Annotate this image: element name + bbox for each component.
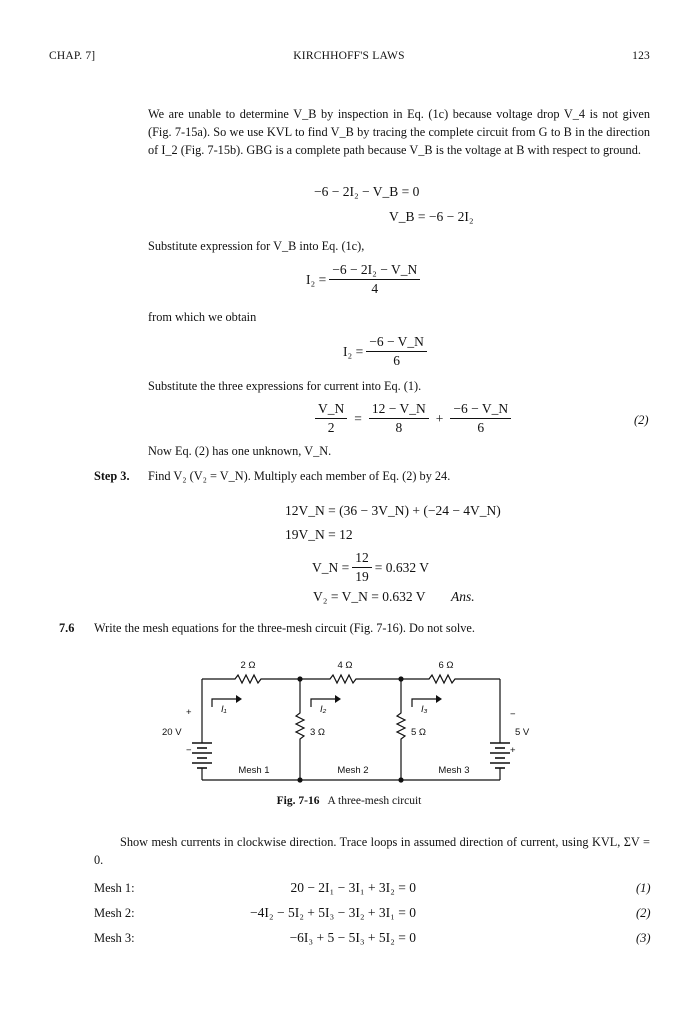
mesh3-eq-label: Mesh 3: (94, 931, 135, 945)
eq2-term1-fraction (369, 401, 429, 436)
intro-paragraph: We are unable to determine V_B by inspection in Eq. (1c) because voltage drop V_4 is not given (Fig. 7-15a). So we use KVL to find V_B by tracing the complete circuit from G to B in the direction of I_2 (Fig. 7-15b). GBG is a complete path because V_B is the voltage at B with respect to ground. (148, 107, 650, 157)
i1-label: I₁ (221, 704, 227, 715)
eq2-number: (2) (634, 413, 649, 427)
i2-equation-2 (343, 334, 430, 369)
eq2-t2-num: −6 − V_N (450, 401, 511, 419)
i2b-numerator: −6 − V_N (366, 334, 427, 352)
kvl-loop-equation: −6 − 2I₂ − V_B = 0 (314, 184, 420, 199)
answer-marker: Ans. (451, 589, 475, 604)
i2-fraction (329, 262, 420, 297)
eq2-lhs-fraction (315, 401, 347, 436)
problem-number: 7.6 (59, 621, 75, 635)
i2-equation-1 (306, 262, 423, 297)
v-left-plus: + (186, 707, 192, 718)
r-mid1-label: 3 Ω (310, 727, 326, 738)
now-eq2-text: Now Eq. (2) has one unknown, V_N. (148, 444, 332, 458)
caption-label: Fig. 7-16 (276, 795, 320, 807)
step3-label: Step 3. (94, 469, 130, 483)
s3-l3-lhs: V_N = (312, 559, 350, 575)
eq2-lhs-den: 2 (327, 420, 335, 435)
mesh2-eq-number: (2) (636, 906, 651, 920)
i3-label: I₃ (421, 704, 428, 715)
mesh2-equation: −4I₂ − 5I₂ + 5I₃ − 3I₂ + 3I₁ = 0 (250, 905, 416, 920)
running-title: KIRCHHOFF'S LAWS (293, 50, 405, 62)
v-left-label: 20 V (162, 727, 182, 738)
vb-expression: V_B = −6 − 2I₂ (389, 209, 474, 224)
r-top2-label: 4 Ω (337, 660, 353, 671)
i2-denominator: 4 (371, 281, 379, 296)
from-which-text: from which we obtain (148, 310, 257, 324)
s3-l3-den: 19 (355, 569, 369, 584)
solution-paragraph: Show mesh currents in clockwise direction. Trace loops in assumed direction of current, using KVL, ΣV = 0. (94, 835, 650, 867)
step3-line3 (312, 550, 429, 585)
three-mesh-circuit-figure (0, 655, 698, 785)
eq2-term2-fraction (450, 401, 511, 436)
s3-l3-fraction (352, 550, 372, 585)
s3-l3-num: 12 (352, 550, 372, 568)
mesh3-eq-number: (3) (636, 931, 651, 945)
page-number: 123 (632, 50, 650, 62)
v-right-plus: + (510, 745, 516, 756)
substitute-vb-text: Substitute expression for V_B into Eq. (1c), (148, 239, 365, 253)
equation-2: $\frac{V\_N}{2}$ = $\frac{12 - V\_N}{8}$ + $\frac{-6 - V\_N}{6}$ (312, 401, 514, 436)
v-right-label: 5 V (515, 727, 530, 738)
step3-line2: 19V_N = 12 (285, 527, 353, 542)
mesh1-eq-label: Mesh 1: (94, 881, 135, 895)
i2-lhs: I₂ = (306, 271, 327, 287)
s3-l3-rhs: = 0.632 V (374, 559, 429, 575)
eq2-lhs-num: V_N (315, 401, 347, 419)
problem-text: Write the mesh equations for the three-mesh circuit (Fig. 7-16). Do not solve. (94, 621, 475, 635)
mesh3-label: Mesh 3 (438, 765, 470, 776)
eq2-t2-den: 6 (477, 420, 485, 435)
mesh3-equation: −6I₃ + 5 − 5I₃ + 5I₂ = 0 (289, 930, 416, 945)
step3-line4: V₂ = V_N = 0.632 V (313, 589, 426, 604)
v-right-minus: − (510, 709, 516, 720)
v-left-minus: − (186, 745, 192, 756)
mesh1-eq-number: (1) (636, 881, 651, 895)
r-mid2-label: 5 Ω (411, 727, 427, 738)
i2b-fraction (366, 334, 427, 369)
mesh2-label: Mesh 2 (337, 765, 369, 776)
substitute-three-text: Substitute the three expressions for current into Eq. (1). (148, 379, 422, 393)
step3-line1: 12V_N = (36 − 3V_N) + (−24 − 4V_N) (285, 503, 501, 518)
i2-numerator: −6 − 2I₂ − V_N (329, 262, 420, 280)
i2b-lhs: I₂ = (343, 343, 364, 359)
chapter-label: CHAP. 7] (49, 50, 96, 62)
r-top3-label: 6 Ω (438, 660, 454, 671)
figure-caption (0, 795, 698, 807)
eq2-t1-num: 12 − V_N (369, 401, 429, 419)
i2-label: I₂ (320, 704, 327, 715)
mesh1-label: Mesh 1 (238, 765, 270, 776)
caption-text: A three-mesh circuit (327, 795, 422, 807)
eq2-t1-den: 8 (395, 420, 403, 435)
step3-text: Find V₂ (V₂ = V_N). Multiply each member of Eq. (2) by 24. (148, 469, 451, 483)
i2b-denominator: 6 (393, 353, 400, 368)
r-top1-label: 2 Ω (240, 660, 256, 671)
mesh1-equation: 20 − 2I₁ − 3I₁ + 3I₂ = 0 (290, 880, 416, 895)
mesh2-eq-label: Mesh 2: (94, 906, 135, 920)
